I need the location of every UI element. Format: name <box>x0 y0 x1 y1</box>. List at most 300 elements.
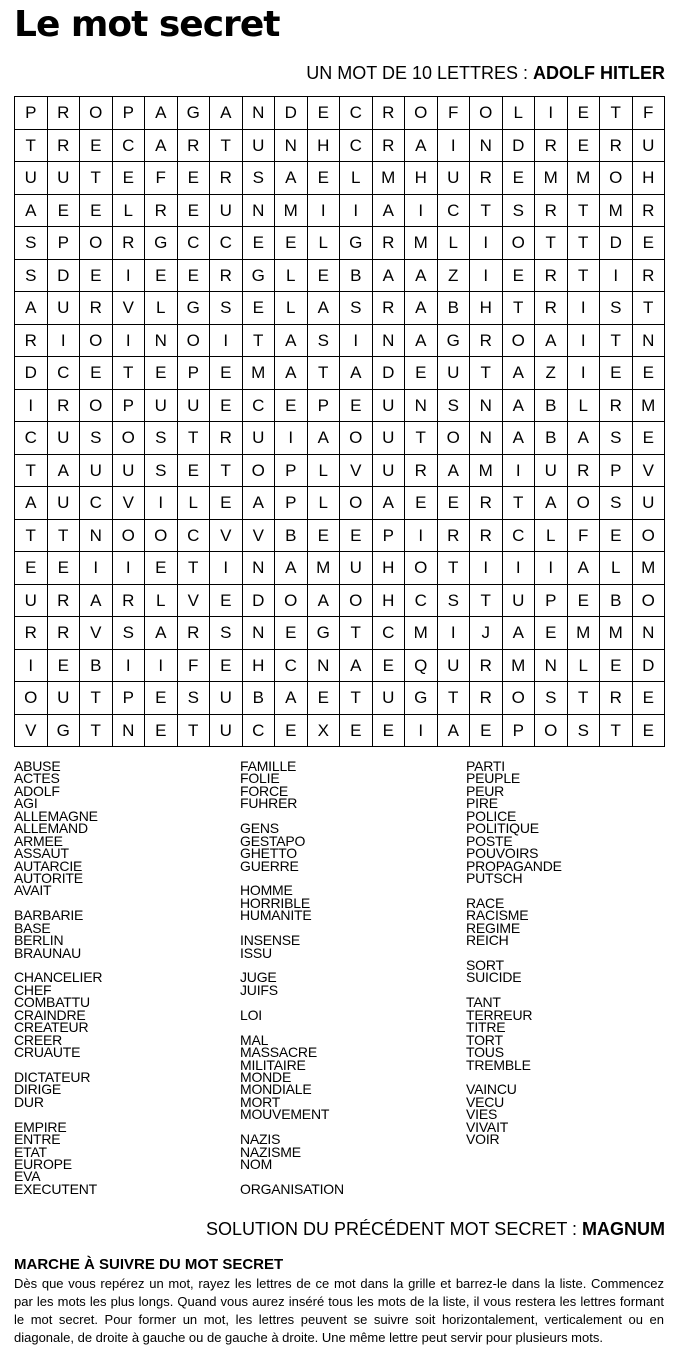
grid-cell[interactable]: T <box>177 552 210 585</box>
grid-cell[interactable]: D <box>275 97 308 130</box>
grid-cell[interactable]: R <box>600 682 633 715</box>
grid-cell[interactable]: A <box>275 552 308 585</box>
grid-cell[interactable]: E <box>307 519 340 552</box>
grid-cell[interactable]: A <box>307 422 340 455</box>
grid-cell[interactable]: H <box>372 584 405 617</box>
grid-cell[interactable]: U <box>437 357 470 390</box>
grid-cell[interactable]: E <box>372 649 405 682</box>
grid-cell[interactable]: T <box>15 519 48 552</box>
grid-cell[interactable]: P <box>502 714 535 747</box>
grid-cell[interactable]: R <box>470 162 503 195</box>
grid-cell[interactable]: O <box>502 682 535 715</box>
grid-cell[interactable]: T <box>307 357 340 390</box>
grid-cell[interactable]: H <box>372 552 405 585</box>
grid-cell[interactable]: E <box>145 357 178 390</box>
grid-cell[interactable]: R <box>145 194 178 227</box>
grid-cell[interactable]: L <box>145 584 178 617</box>
grid-cell[interactable]: R <box>535 129 568 162</box>
grid-cell[interactable]: O <box>600 162 633 195</box>
grid-cell[interactable]: E <box>80 259 113 292</box>
grid-cell[interactable]: B <box>437 292 470 325</box>
grid-cell[interactable]: N <box>307 649 340 682</box>
grid-cell[interactable]: U <box>372 422 405 455</box>
grid-cell[interactable]: E <box>405 357 438 390</box>
grid-cell[interactable]: O <box>177 324 210 357</box>
grid-cell[interactable]: O <box>80 389 113 422</box>
grid-cell[interactable]: A <box>405 129 438 162</box>
grid-cell[interactable]: S <box>112 617 145 650</box>
grid-cell[interactable]: C <box>340 129 373 162</box>
grid-cell[interactable]: R <box>405 454 438 487</box>
grid-cell[interactable]: M <box>535 162 568 195</box>
grid-cell[interactable]: P <box>535 584 568 617</box>
grid-cell[interactable]: N <box>632 324 665 357</box>
grid-cell[interactable]: O <box>80 324 113 357</box>
grid-cell[interactable]: M <box>632 389 665 422</box>
grid-cell[interactable]: C <box>80 487 113 520</box>
grid-cell[interactable]: U <box>437 162 470 195</box>
grid-cell[interactable]: E <box>632 682 665 715</box>
grid-cell[interactable]: C <box>242 389 275 422</box>
grid-cell[interactable]: B <box>275 519 308 552</box>
grid-cell[interactable]: I <box>502 454 535 487</box>
grid-cell[interactable]: I <box>210 552 243 585</box>
grid-cell[interactable]: I <box>600 259 633 292</box>
grid-cell[interactable]: C <box>502 519 535 552</box>
grid-cell[interactable]: E <box>80 194 113 227</box>
grid-cell[interactable]: E <box>307 162 340 195</box>
grid-cell[interactable]: O <box>405 552 438 585</box>
grid-cell[interactable]: A <box>405 259 438 292</box>
grid-cell[interactable]: O <box>340 584 373 617</box>
grid-cell[interactable]: E <box>145 682 178 715</box>
grid-cell[interactable]: A <box>535 487 568 520</box>
grid-cell[interactable]: R <box>535 292 568 325</box>
grid-cell[interactable]: P <box>600 454 633 487</box>
grid-cell[interactable]: N <box>470 422 503 455</box>
grid-cell[interactable]: I <box>112 324 145 357</box>
grid-cell[interactable]: R <box>372 129 405 162</box>
grid-cell[interactable]: I <box>15 649 48 682</box>
grid-cell[interactable]: E <box>112 162 145 195</box>
grid-cell[interactable]: G <box>405 682 438 715</box>
grid-cell[interactable]: S <box>600 487 633 520</box>
grid-cell[interactable]: N <box>405 389 438 422</box>
grid-cell[interactable]: T <box>600 324 633 357</box>
grid-cell[interactable]: O <box>340 422 373 455</box>
grid-cell[interactable]: M <box>502 649 535 682</box>
grid-cell[interactable]: N <box>80 519 113 552</box>
grid-cell[interactable]: E <box>145 714 178 747</box>
grid-cell[interactable]: O <box>567 487 600 520</box>
grid-cell[interactable]: R <box>15 617 48 650</box>
grid-cell[interactable]: E <box>632 714 665 747</box>
grid-cell[interactable]: E <box>177 259 210 292</box>
grid-cell[interactable]: V <box>177 584 210 617</box>
grid-cell[interactable]: R <box>47 389 80 422</box>
grid-cell[interactable]: N <box>145 324 178 357</box>
grid-cell[interactable]: A <box>405 324 438 357</box>
grid-cell[interactable]: G <box>307 617 340 650</box>
grid-cell[interactable]: A <box>47 454 80 487</box>
grid-cell[interactable]: I <box>405 519 438 552</box>
grid-cell[interactable]: S <box>145 422 178 455</box>
grid-cell[interactable]: E <box>437 487 470 520</box>
grid-cell[interactable]: R <box>470 682 503 715</box>
grid-cell[interactable]: P <box>47 227 80 260</box>
grid-cell[interactable]: U <box>340 552 373 585</box>
grid-cell[interactable]: A <box>502 422 535 455</box>
grid-cell[interactable]: R <box>470 649 503 682</box>
grid-cell[interactable]: E <box>600 519 633 552</box>
grid-cell[interactable]: R <box>470 487 503 520</box>
grid-cell[interactable]: A <box>307 584 340 617</box>
grid-cell[interactable]: R <box>47 129 80 162</box>
grid-cell[interactable]: O <box>502 324 535 357</box>
grid-cell[interactable]: R <box>535 194 568 227</box>
grid-cell[interactable]: T <box>242 324 275 357</box>
grid-cell[interactable]: E <box>405 487 438 520</box>
grid-cell[interactable]: F <box>632 97 665 130</box>
grid-cell[interactable]: E <box>307 259 340 292</box>
grid-cell[interactable]: E <box>600 357 633 390</box>
grid-cell[interactable]: U <box>372 682 405 715</box>
grid-cell[interactable]: O <box>145 519 178 552</box>
grid-cell[interactable]: T <box>340 682 373 715</box>
grid-cell[interactable]: N <box>242 194 275 227</box>
grid-cell[interactable]: T <box>210 129 243 162</box>
grid-cell[interactable]: R <box>372 292 405 325</box>
grid-cell[interactable]: A <box>145 129 178 162</box>
grid-cell[interactable]: C <box>210 227 243 260</box>
grid-cell[interactable]: P <box>275 487 308 520</box>
grid-cell[interactable]: E <box>47 194 80 227</box>
grid-cell[interactable]: T <box>437 552 470 585</box>
grid-cell[interactable]: P <box>275 454 308 487</box>
grid-cell[interactable]: R <box>437 519 470 552</box>
grid-cell[interactable]: C <box>47 357 80 390</box>
grid-cell[interactable]: I <box>470 227 503 260</box>
grid-cell[interactable]: Z <box>437 259 470 292</box>
grid-cell[interactable]: P <box>112 682 145 715</box>
grid-cell[interactable]: E <box>242 227 275 260</box>
grid-cell[interactable]: A <box>242 487 275 520</box>
grid-cell[interactable]: Z <box>535 357 568 390</box>
grid-cell[interactable]: R <box>15 324 48 357</box>
grid-cell[interactable]: O <box>112 422 145 455</box>
grid-cell[interactable]: P <box>112 389 145 422</box>
grid-cell[interactable]: M <box>242 357 275 390</box>
grid-cell[interactable]: S <box>502 194 535 227</box>
grid-cell[interactable]: H <box>632 162 665 195</box>
grid-cell[interactable]: S <box>600 292 633 325</box>
grid-cell[interactable]: E <box>275 389 308 422</box>
grid-cell[interactable]: L <box>502 97 535 130</box>
grid-cell[interactable]: E <box>340 389 373 422</box>
grid-cell[interactable]: A <box>275 357 308 390</box>
grid-cell[interactable]: L <box>437 227 470 260</box>
grid-cell[interactable]: T <box>567 259 600 292</box>
grid-cell[interactable]: S <box>437 584 470 617</box>
grid-cell[interactable]: A <box>340 649 373 682</box>
grid-cell[interactable]: T <box>405 422 438 455</box>
grid-cell[interactable]: R <box>112 584 145 617</box>
grid-cell[interactable]: E <box>80 357 113 390</box>
grid-cell[interactable]: S <box>15 259 48 292</box>
grid-cell[interactable]: G <box>145 227 178 260</box>
grid-cell[interactable]: R <box>47 584 80 617</box>
grid-cell[interactable]: B <box>242 682 275 715</box>
grid-cell[interactable]: C <box>340 97 373 130</box>
grid-cell[interactable]: T <box>535 227 568 260</box>
grid-cell[interactable]: I <box>307 194 340 227</box>
grid-cell[interactable]: E <box>177 194 210 227</box>
grid-cell[interactable]: M <box>405 227 438 260</box>
grid-cell[interactable]: N <box>470 389 503 422</box>
grid-cell[interactable]: O <box>275 584 308 617</box>
grid-cell[interactable]: N <box>632 617 665 650</box>
grid-cell[interactable]: V <box>15 714 48 747</box>
grid-cell[interactable]: H <box>307 129 340 162</box>
grid-cell[interactable]: M <box>372 162 405 195</box>
grid-cell[interactable]: N <box>242 617 275 650</box>
grid-cell[interactable]: S <box>210 617 243 650</box>
grid-cell[interactable]: E <box>632 422 665 455</box>
grid-cell[interactable]: L <box>112 194 145 227</box>
grid-cell[interactable]: E <box>47 649 80 682</box>
grid-cell[interactable]: E <box>15 552 48 585</box>
grid-cell[interactable]: M <box>307 552 340 585</box>
grid-cell[interactable]: M <box>632 552 665 585</box>
grid-cell[interactable]: E <box>535 617 568 650</box>
grid-cell[interactable]: E <box>210 584 243 617</box>
grid-cell[interactable]: C <box>437 194 470 227</box>
grid-cell[interactable]: R <box>470 324 503 357</box>
grid-cell[interactable]: R <box>632 259 665 292</box>
grid-cell[interactable]: C <box>177 227 210 260</box>
grid-cell[interactable]: N <box>242 552 275 585</box>
grid-cell[interactable]: N <box>535 649 568 682</box>
grid-cell[interactable]: U <box>15 584 48 617</box>
grid-cell[interactable]: E <box>275 227 308 260</box>
grid-cell[interactable]: A <box>502 389 535 422</box>
grid-cell[interactable]: R <box>80 292 113 325</box>
grid-cell[interactable]: I <box>112 259 145 292</box>
grid-cell[interactable]: T <box>177 422 210 455</box>
grid-cell[interactable]: L <box>177 487 210 520</box>
grid-cell[interactable]: O <box>15 682 48 715</box>
grid-cell[interactable]: D <box>47 259 80 292</box>
grid-cell[interactable]: V <box>80 617 113 650</box>
grid-cell[interactable]: E <box>275 714 308 747</box>
grid-cell[interactable]: I <box>405 714 438 747</box>
grid-cell[interactable]: X <box>307 714 340 747</box>
grid-cell[interactable]: V <box>112 487 145 520</box>
grid-cell[interactable]: I <box>145 649 178 682</box>
grid-cell[interactable]: P <box>15 97 48 130</box>
grid-cell[interactable]: E <box>177 162 210 195</box>
grid-cell[interactable]: A <box>567 422 600 455</box>
grid-cell[interactable]: A <box>15 194 48 227</box>
grid-cell[interactable]: L <box>275 292 308 325</box>
grid-cell[interactable]: U <box>242 422 275 455</box>
grid-cell[interactable]: P <box>177 357 210 390</box>
grid-cell[interactable]: R <box>632 194 665 227</box>
grid-cell[interactable]: O <box>112 519 145 552</box>
grid-cell[interactable]: S <box>210 292 243 325</box>
grid-cell[interactable]: S <box>567 714 600 747</box>
grid-cell[interactable]: V <box>632 454 665 487</box>
grid-cell[interactable]: A <box>372 259 405 292</box>
grid-cell[interactable]: E <box>47 552 80 585</box>
grid-cell[interactable]: N <box>372 324 405 357</box>
grid-cell[interactable]: T <box>470 584 503 617</box>
grid-cell[interactable]: U <box>47 487 80 520</box>
grid-cell[interactable]: D <box>242 584 275 617</box>
grid-cell[interactable]: B <box>535 422 568 455</box>
grid-cell[interactable]: T <box>80 714 113 747</box>
grid-cell[interactable]: O <box>405 97 438 130</box>
grid-cell[interactable]: O <box>535 714 568 747</box>
grid-cell[interactable]: I <box>470 552 503 585</box>
grid-cell[interactable]: U <box>372 389 405 422</box>
grid-cell[interactable]: P <box>112 97 145 130</box>
grid-cell[interactable]: S <box>15 227 48 260</box>
grid-cell[interactable]: I <box>437 129 470 162</box>
grid-cell[interactable]: I <box>470 259 503 292</box>
grid-cell[interactable]: R <box>177 617 210 650</box>
grid-cell[interactable]: A <box>535 324 568 357</box>
grid-cell[interactable]: E <box>567 584 600 617</box>
grid-cell[interactable]: U <box>177 389 210 422</box>
grid-cell[interactable]: V <box>112 292 145 325</box>
grid-cell[interactable]: I <box>112 649 145 682</box>
grid-cell[interactable]: I <box>340 194 373 227</box>
grid-cell[interactable]: B <box>600 584 633 617</box>
grid-cell[interactable]: L <box>600 552 633 585</box>
grid-cell[interactable]: S <box>437 389 470 422</box>
grid-cell[interactable]: T <box>210 454 243 487</box>
grid-cell[interactable]: J <box>470 617 503 650</box>
grid-cell[interactable]: G <box>437 324 470 357</box>
grid-cell[interactable]: V <box>210 519 243 552</box>
grid-cell[interactable]: N <box>112 714 145 747</box>
grid-cell[interactable]: A <box>437 454 470 487</box>
grid-cell[interactable]: O <box>632 584 665 617</box>
grid-cell[interactable]: A <box>340 357 373 390</box>
grid-cell[interactable]: D <box>502 129 535 162</box>
grid-cell[interactable]: R <box>177 129 210 162</box>
grid-cell[interactable]: A <box>372 487 405 520</box>
grid-cell[interactable]: I <box>567 357 600 390</box>
grid-cell[interactable]: E <box>210 357 243 390</box>
grid-cell[interactable]: I <box>15 389 48 422</box>
grid-cell[interactable]: E <box>145 259 178 292</box>
grid-cell[interactable]: A <box>145 97 178 130</box>
grid-cell[interactable]: T <box>340 617 373 650</box>
grid-cell[interactable]: E <box>502 259 535 292</box>
grid-cell[interactable]: N <box>275 129 308 162</box>
grid-cell[interactable]: U <box>80 454 113 487</box>
grid-cell[interactable]: R <box>47 97 80 130</box>
grid-cell[interactable]: T <box>567 194 600 227</box>
grid-cell[interactable]: R <box>112 227 145 260</box>
grid-cell[interactable]: O <box>340 487 373 520</box>
grid-cell[interactable]: Q <box>405 649 438 682</box>
grid-cell[interactable]: R <box>567 454 600 487</box>
grid-cell[interactable]: L <box>307 227 340 260</box>
grid-cell[interactable]: M <box>275 194 308 227</box>
grid-cell[interactable]: M <box>470 454 503 487</box>
grid-cell[interactable]: E <box>600 649 633 682</box>
grid-cell[interactable]: U <box>437 649 470 682</box>
grid-cell[interactable]: H <box>242 649 275 682</box>
grid-cell[interactable]: S <box>600 422 633 455</box>
grid-cell[interactable]: B <box>535 389 568 422</box>
grid-cell[interactable]: E <box>307 682 340 715</box>
grid-cell[interactable]: C <box>177 519 210 552</box>
grid-cell[interactable]: C <box>15 422 48 455</box>
grid-cell[interactable]: T <box>632 292 665 325</box>
grid-cell[interactable]: E <box>567 97 600 130</box>
grid-cell[interactable]: L <box>275 259 308 292</box>
grid-cell[interactable]: T <box>177 714 210 747</box>
grid-cell[interactable]: T <box>80 162 113 195</box>
grid-cell[interactable]: F <box>437 97 470 130</box>
grid-cell[interactable]: A <box>437 714 470 747</box>
grid-cell[interactable]: G <box>177 292 210 325</box>
grid-cell[interactable]: A <box>372 194 405 227</box>
grid-cell[interactable]: B <box>80 649 113 682</box>
grid-cell[interactable]: A <box>210 97 243 130</box>
grid-cell[interactable]: S <box>307 324 340 357</box>
grid-cell[interactable]: A <box>307 292 340 325</box>
grid-cell[interactable]: L <box>535 519 568 552</box>
grid-cell[interactable]: U <box>372 454 405 487</box>
grid-cell[interactable]: O <box>502 227 535 260</box>
grid-cell[interactable]: M <box>567 162 600 195</box>
grid-cell[interactable]: U <box>47 682 80 715</box>
grid-cell[interactable]: C <box>405 584 438 617</box>
grid-cell[interactable]: G <box>47 714 80 747</box>
grid-cell[interactable]: T <box>502 487 535 520</box>
grid-cell[interactable]: D <box>632 649 665 682</box>
grid-cell[interactable]: U <box>242 129 275 162</box>
grid-cell[interactable]: E <box>210 487 243 520</box>
grid-cell[interactable]: O <box>437 422 470 455</box>
grid-cell[interactable]: E <box>307 97 340 130</box>
grid-cell[interactable]: B <box>340 259 373 292</box>
grid-cell[interactable]: S <box>177 682 210 715</box>
grid-cell[interactable]: T <box>502 292 535 325</box>
grid-cell[interactable]: T <box>567 227 600 260</box>
grid-cell[interactable]: R <box>372 227 405 260</box>
grid-cell[interactable]: L <box>567 389 600 422</box>
grid-cell[interactable]: R <box>47 617 80 650</box>
grid-cell[interactable]: T <box>112 357 145 390</box>
grid-cell[interactable]: I <box>112 552 145 585</box>
grid-cell[interactable]: S <box>242 162 275 195</box>
grid-cell[interactable]: I <box>535 552 568 585</box>
grid-cell[interactable]: E <box>177 454 210 487</box>
grid-cell[interactable]: U <box>47 162 80 195</box>
grid-cell[interactable]: A <box>275 162 308 195</box>
grid-cell[interactable]: U <box>210 682 243 715</box>
grid-cell[interactable]: G <box>340 227 373 260</box>
grid-cell[interactable]: E <box>567 129 600 162</box>
grid-cell[interactable]: G <box>242 259 275 292</box>
grid-cell[interactable]: E <box>372 714 405 747</box>
